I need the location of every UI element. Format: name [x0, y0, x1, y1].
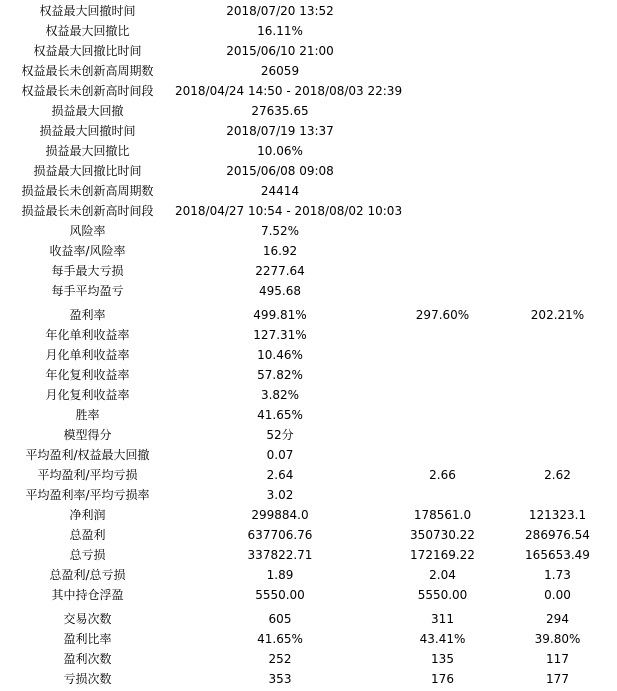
row-label: 权益最大回撤时间	[39, 4, 136, 18]
table-row	[0, 81, 617, 101]
table-row	[0, 425, 617, 445]
value-long	[385, 241, 500, 261]
value-long: 135	[431, 652, 454, 666]
value-short: 0.00	[544, 588, 571, 602]
row-label: 年化复利收益率	[45, 368, 130, 382]
value-total: 2018/07/20 13:52	[226, 4, 334, 18]
row-label: 权益最长未创新高周期数	[21, 64, 154, 78]
row-label: 年化单利收益率	[45, 328, 130, 342]
row-label: 亏损次数	[63, 672, 112, 686]
row-label: 盈利率	[69, 308, 106, 322]
row-label: 权益最长未创新高时间段	[21, 84, 154, 98]
value-long: 2.04	[429, 568, 456, 582]
value-short	[500, 221, 615, 241]
value-short	[500, 405, 615, 425]
value-long: 2.66	[429, 468, 456, 482]
row-label: 净利润	[69, 508, 106, 522]
value-short: 177	[546, 672, 569, 686]
value-total: 605	[268, 612, 292, 626]
value-total: 499.81%	[253, 308, 307, 322]
row-label: 盈利比率	[63, 632, 112, 646]
table-row	[0, 345, 617, 365]
value-long	[385, 425, 500, 445]
row-label: 总亏损	[69, 548, 106, 562]
value-long	[385, 281, 500, 301]
table-row	[0, 445, 617, 465]
value-short	[500, 61, 615, 81]
value-long	[385, 41, 500, 61]
value-long: 311	[431, 612, 454, 626]
row-label: 损益最大回撤	[51, 104, 124, 118]
value-short	[500, 201, 615, 221]
value-total: 2015/06/08 09:08	[226, 164, 334, 178]
row-label: 其中持仓浮盈	[51, 588, 124, 602]
value-total: 2.64	[266, 468, 294, 482]
table-row	[0, 585, 617, 605]
value-total: 353	[268, 672, 292, 686]
table-row	[0, 181, 617, 201]
table-row	[0, 325, 617, 345]
value-total: 299884.0	[251, 508, 309, 522]
table-row	[0, 121, 617, 141]
value-total: 41.65%	[257, 408, 303, 422]
value-long	[385, 221, 500, 241]
value-short	[500, 345, 615, 365]
table-row	[0, 385, 617, 405]
table-row	[0, 261, 617, 281]
value-long	[385, 405, 500, 425]
value-total: 41.65%	[257, 632, 303, 646]
value-long	[385, 485, 500, 505]
row-label: 盈利次数	[63, 652, 112, 666]
value-long	[385, 61, 500, 81]
table-row	[0, 505, 617, 525]
value-long: 43.41%	[419, 632, 466, 646]
value-short	[500, 161, 615, 181]
value-total: 27635.65	[251, 104, 309, 118]
value-long	[385, 161, 500, 181]
value-short	[500, 261, 615, 281]
row-label: 风险率	[69, 224, 106, 238]
value-total: 3.02	[266, 488, 294, 502]
value-short	[500, 385, 615, 405]
value-short	[500, 1, 615, 21]
value-total: 57.82%	[257, 368, 303, 382]
row-label: 模型得分	[63, 428, 112, 442]
value-short	[500, 181, 615, 201]
value-short	[500, 425, 615, 445]
value-total: 52分	[266, 428, 294, 442]
table-row	[0, 485, 617, 505]
value-total: 1.89	[266, 568, 294, 582]
value-total: 0.07	[266, 448, 294, 462]
value-long	[385, 141, 500, 161]
row-label: 每手最大亏损	[51, 264, 124, 278]
row-label: 损益最长未创新高周期数	[21, 184, 154, 198]
value-long	[385, 1, 500, 21]
value-long	[385, 445, 500, 465]
table-row	[0, 669, 617, 689]
table-row	[0, 465, 617, 485]
table-row	[0, 201, 617, 221]
value-short: 286976.54	[525, 528, 590, 542]
table-row	[0, 281, 617, 301]
value-total: 7.52%	[260, 224, 300, 238]
table-row	[0, 161, 617, 181]
row-label: 总盈利	[69, 528, 106, 542]
value-long: 176	[431, 672, 454, 686]
row-label: 损益最大回撤比时间	[33, 164, 142, 178]
row-label: 每手平均盈亏	[51, 284, 124, 298]
table-row	[0, 101, 617, 121]
value-total: 2015/06/10 21:00	[226, 44, 334, 58]
value-long	[385, 365, 500, 385]
value-short	[500, 121, 615, 141]
value-long: 5550.00	[417, 588, 468, 602]
value-total: 2018/04/24 14:50 - 2018/08/03 22:39	[175, 84, 403, 98]
value-short: 39.80%	[534, 632, 581, 646]
table-row	[0, 609, 617, 629]
value-long	[385, 201, 500, 221]
value-long	[385, 101, 500, 121]
value-total: 24414	[260, 184, 300, 198]
value-short	[500, 325, 615, 345]
value-short: 121323.1	[528, 508, 587, 522]
table-row	[0, 241, 617, 261]
value-short: 117	[546, 652, 569, 666]
value-short	[500, 81, 615, 101]
value-short	[500, 365, 615, 385]
value-total: 10.06%	[257, 144, 303, 158]
value-long	[385, 81, 500, 101]
table-row	[0, 1, 617, 21]
value-long: 297.60%	[415, 308, 470, 322]
value-short	[500, 41, 615, 61]
value-short: 1.73	[544, 568, 571, 582]
row-label: 权益最大回撤比时间	[33, 44, 142, 58]
value-long: 350730.22	[410, 528, 475, 542]
value-short: 165653.49	[525, 548, 590, 562]
value-total: 637706.76	[247, 528, 313, 542]
value-short: 294	[546, 612, 569, 626]
value-total: 2018/04/27 10:54 - 2018/08/02 10:03	[175, 204, 403, 218]
table-row	[0, 221, 617, 241]
value-total: 337822.71	[247, 548, 313, 562]
value-short: 202.21%	[530, 308, 585, 322]
value-long: 178561.0	[413, 508, 472, 522]
row-label: 交易次数	[63, 612, 112, 626]
value-long	[385, 345, 500, 365]
value-long	[385, 261, 500, 281]
value-long	[385, 181, 500, 201]
value-total: 26059	[260, 64, 300, 78]
table-row	[0, 141, 617, 161]
value-short	[500, 101, 615, 121]
table-row	[0, 41, 617, 61]
value-total: 495.68	[259, 284, 301, 298]
value-total: 3.82%	[260, 388, 300, 402]
table-row	[0, 545, 617, 565]
value-total: 127.31%	[253, 328, 307, 342]
value-short: 2.62	[544, 468, 571, 482]
value-long: 172169.22	[410, 548, 475, 562]
value-total: 10.46%	[257, 348, 303, 362]
value-total: 2018/07/19 13:37	[226, 124, 334, 138]
row-label: 平均盈利率/平均亏损率	[25, 488, 150, 502]
value-short	[500, 281, 615, 301]
row-label: 平均盈利/平均亏损	[37, 468, 138, 482]
table-row	[0, 649, 617, 669]
row-label: 损益最大回撤比	[45, 144, 130, 158]
table-row	[0, 61, 617, 81]
value-total: 2277.64	[255, 264, 305, 278]
value-total: 5550.00	[255, 588, 305, 602]
value-long	[385, 21, 500, 41]
value-total: 16.11%	[257, 24, 303, 38]
row-label: 胜率	[75, 408, 100, 422]
value-short	[500, 241, 615, 261]
table-row	[0, 305, 617, 325]
table-row	[0, 629, 617, 649]
value-long	[385, 121, 500, 141]
row-label: 总盈利/总亏损	[49, 568, 126, 582]
row-label: 月化复利收益率	[45, 388, 130, 402]
value-short	[500, 485, 615, 505]
row-label: 损益最长未创新高时间段	[21, 204, 154, 218]
value-total: 16.92	[262, 244, 298, 258]
value-short	[500, 141, 615, 161]
table-row	[0, 525, 617, 545]
row-label: 收益率/风险率	[49, 244, 126, 258]
value-short	[500, 445, 615, 465]
value-short	[500, 21, 615, 41]
table-row	[0, 405, 617, 425]
table-row	[0, 21, 617, 41]
row-label: 月化单利收益率	[45, 348, 130, 362]
value-long	[385, 385, 500, 405]
table-row	[0, 365, 617, 385]
value-total: 252	[268, 652, 292, 666]
table-row	[0, 565, 617, 585]
row-label: 平均盈利/权益最大回撤	[25, 448, 150, 462]
row-label: 权益最大回撤比	[45, 24, 130, 38]
row-label: 损益最大回撤时间	[39, 124, 136, 138]
value-long	[385, 325, 500, 345]
